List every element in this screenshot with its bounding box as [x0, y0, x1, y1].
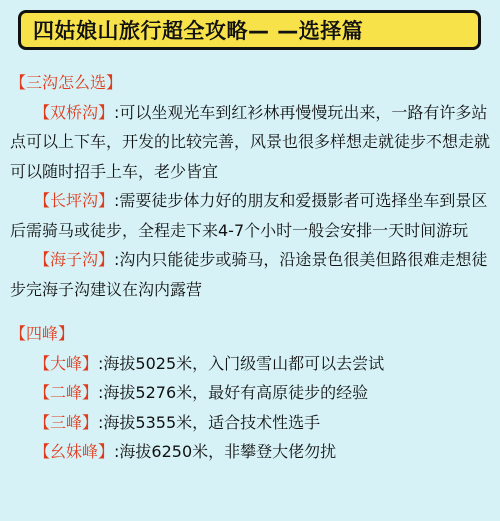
- item-name: 【三峰】: [34, 412, 99, 432]
- peak-item-da: [10, 349, 492, 379]
- item-name: 【二峰】: [34, 383, 99, 402]
- peak-item-san: [10, 408, 492, 438]
- valley-item-haizi: [10, 245, 492, 304]
- item-name: 【大峰】: [34, 353, 99, 373]
- article-body: [10, 68, 492, 467]
- page-title: 四姑娘山旅行超全攻略— —选择篇: [18, 10, 481, 50]
- valley-item-shuangqiao: [10, 98, 492, 187]
- item-text: :海拔5355米，适合技术性选手: [98, 412, 321, 432]
- valley-item-changping: [10, 186, 492, 245]
- item-text: :海拔5025米，入门级雪山都可以去尝试: [98, 353, 385, 373]
- section-gap: [10, 304, 492, 319]
- item-name: 【幺妹峰】: [34, 442, 115, 461]
- section-heading-three-valleys: 【三沟怎么选】: [10, 73, 123, 92]
- peak-item-yaomei: [10, 437, 492, 467]
- item-text: :海拔5276米，最好有高原徒步的经验: [98, 383, 369, 402]
- item-text: :可以坐观光车到红衫林再慢慢玩出来，一路有许多站点可以上下车，开发的比较完善，风景也很多样想走就徒步不想走就可以随时招手上车，老少皆宜: [10, 102, 491, 181]
- item-text: :海拔6250米，非攀登大佬勿扰: [114, 442, 337, 461]
- section-heading-four-peaks: 【四峰】: [10, 324, 75, 343]
- peak-item-er: [10, 378, 492, 408]
- item-text: :沟内只能徒步或骑马，沿途景色很美但路很难走想徒步完海子沟建议在沟内露营: [10, 250, 488, 299]
- item-name: 【双桥沟】: [34, 102, 115, 122]
- item-name: 【长坪沟】: [34, 191, 115, 210]
- item-name: 【海子沟】: [34, 250, 115, 269]
- item-text: :需要徒步体力好的朋友和爱摄影者可选择坐车到景区后需骑马或徒步，全程走下来4-7个小时一般会安排一天时间游玩: [10, 191, 488, 240]
